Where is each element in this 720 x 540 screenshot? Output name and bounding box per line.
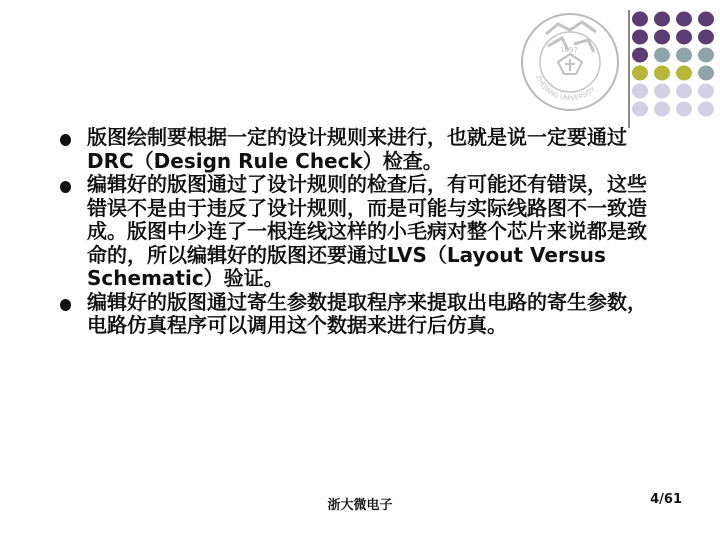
decorative-dot [698, 66, 714, 81]
decorative-dot [698, 48, 714, 63]
bullet-text-3: 编辑好的版图通过寄生参数提取程序来提取出电路的寄生参数，电路仿真程序可以调用这个数据来进行后仿真。 [87, 289, 647, 337]
decorative-dot [698, 12, 714, 27]
svg-text:ZHEJIANG UNIVERSITY [534, 74, 597, 103]
decorative-dot [676, 12, 692, 27]
decorative-dot [698, 102, 714, 117]
decorative-dot [676, 30, 692, 45]
decorative-dot [654, 30, 670, 45]
logo-year: 1897 [560, 46, 578, 54]
decorative-dot [654, 12, 670, 27]
decorative-dot [654, 102, 670, 117]
decorative-dot [698, 84, 714, 99]
decorative-dot [632, 84, 648, 99]
footer-organization: 浙大微电子 [327, 498, 393, 513]
logo-text-curve: ZHEJIANG UNIVERSITY [534, 73, 597, 103]
decorative-dot [654, 66, 670, 81]
bullet-text-2: 编辑好的版图通过了设计规则的检查后，有可能还有错误，这些错误不是由于违反了设计规则，而是可能与实际线路图不一致造成。版图中少连了一根连线这样的小毛病对整个芯片来说都是致命的，所以编辑好的版图还要通过LVS（Layout Versus Schematic）验证。 [87, 172, 647, 290]
decorative-dot [632, 48, 648, 63]
decorative-dot [676, 48, 692, 63]
decorative-dot [698, 30, 714, 45]
slide-content [60, 126, 650, 338]
bullet-dot-icon [60, 299, 71, 311]
decorative-dot [654, 84, 670, 99]
decorative-dot [676, 84, 692, 99]
bullet-text-1: 版图绘制要根据一定的设计规则来进行，也就是说一定要通过DRC（Design Rule Check）检查。 [87, 125, 627, 173]
decorative-dot [654, 48, 670, 63]
bullet-item-2 [60, 173, 650, 291]
bullet-item-3 [60, 291, 650, 338]
decorative-dot [676, 102, 692, 117]
decorative-dot [632, 66, 648, 81]
bullet-dot-icon [60, 134, 71, 146]
decorative-dot [632, 30, 648, 45]
decorative-dot [632, 102, 648, 117]
bullet-dot-icon [60, 181, 71, 193]
bullet-item-1 [60, 126, 650, 173]
header-divider [628, 10, 630, 128]
decorative-dot [676, 66, 692, 81]
university-emblem-logo [518, 10, 622, 114]
page-number: 4/61 [650, 492, 682, 507]
decorative-dot [632, 12, 648, 27]
